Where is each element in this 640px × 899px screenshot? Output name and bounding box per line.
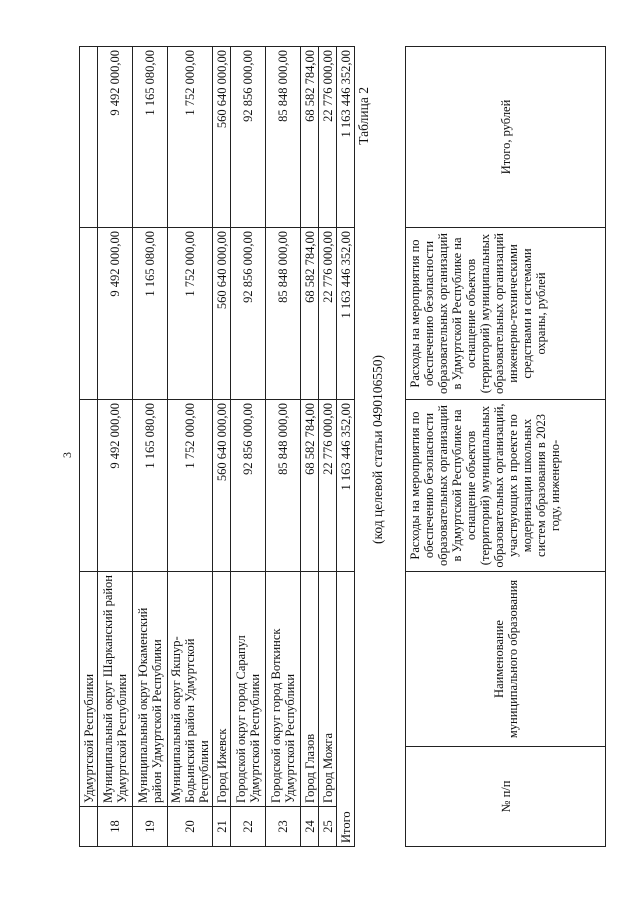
table-row [231,47,266,847]
municipality-name: Городской округ город Сарапул Удмуртской Республики [231,572,266,807]
header-expenses-modernization: Расходы на мероприятия по обеспечению безопасности образовательных организаций в Удмуртской Республике на оснащение объектов (территорий) муниципальных образовательных организаций, участвующих в проекте по модернизации школьных систем образования в 2023 году, инженерно- [406,400,606,572]
table-row [213,47,231,847]
value-cell: 1 165 080,00 [133,47,168,228]
value-cell: 9 492 000,00 [98,47,133,228]
row-number: 23 [266,807,301,847]
municipality-name: Город Ижевск [213,572,231,807]
municipality-name: Город Глазов [301,572,319,807]
value-cell: 22 776 000,00 [319,228,337,400]
value-cell: 560 640 000,00 [213,47,231,228]
value-cell: 1 752 000,00 [168,400,213,572]
table-row [301,47,319,847]
header-total: Итого, рублей [406,47,606,228]
value-cell: 68 582 784,00 [301,47,319,228]
value-cell: 560 640 000,00 [213,228,231,400]
row-number: 24 [301,807,319,847]
value-cell: 1 752 000,00 [168,228,213,400]
value-cell: 92 856 000,00 [231,47,266,228]
municipality-name: Город Можга [319,572,337,807]
header-expenses-security: Расходы на мероприятия по обеспечению безопасности образовательных организаций в Удмуртской Республике на оснащение объектов (территорий) муниципальных образовательных организаций инженерно-техническими средствами и системами охраны, рублей [406,228,606,400]
municipality-name: Муниципальный округ Якшур-Бодьинский район Удмуртской Республики [168,572,213,807]
allocation-table [79,46,355,847]
table-row [319,47,337,847]
value-cell: 22 776 000,00 [319,47,337,228]
total-value: 1 163 446 352,00 [337,228,355,400]
row-number: 20 [168,807,213,847]
value-cell: 1 752 000,00 [168,47,213,228]
municipality-name: Удмуртской Республики [80,572,98,807]
header-row [406,47,606,847]
code-caption: (код целевой статьи 0490106550) [370,355,385,544]
value-cell: 1 165 080,00 [133,400,168,572]
row-number: 19 [133,807,168,847]
value-cell: 92 856 000,00 [231,400,266,572]
header-municipality: Наименование муниципального образования [406,572,606,747]
table-row [98,47,133,847]
municipality-name: Муниципальный округ Шарканский район Удмуртской Республики [98,572,133,807]
municipality-name: Городской округ город Воткинск Удмуртской Республики [266,572,301,807]
row-number: 21 [213,807,231,847]
value-cell: 9 492 000,00 [98,400,133,572]
value-cell: 92 856 000,00 [231,228,266,400]
total-value: 1 163 446 352,00 [337,400,355,572]
total-value: 1 163 446 352,00 [337,47,355,228]
row-number: 25 [319,807,337,847]
table-row [168,47,213,847]
table-row [266,47,301,847]
value-cell: 1 165 080,00 [133,228,168,400]
value-cell: 22 776 000,00 [319,400,337,572]
table-2-number: Таблица 2 [356,87,371,145]
value-cell: 68 582 784,00 [301,400,319,572]
value-cell: 85 848 000,00 [266,47,301,228]
value-cell: 560 640 000,00 [213,400,231,572]
table-row [133,47,168,847]
value-cell: 68 582 784,00 [301,228,319,400]
allocation-table-body [80,47,355,847]
header-number: № п/п [406,747,606,847]
value-cell: 85 848 000,00 [266,228,301,400]
page-number: 3 [60,452,74,458]
row-number: 18 [98,807,133,847]
row-number: 22 [231,807,266,847]
value-cell: 9 492 000,00 [98,228,133,400]
total-row [337,47,355,847]
table-2-header [405,46,606,847]
value-cell: 85 848 000,00 [266,400,301,572]
total-label: Итого [337,572,355,847]
municipality-name: Муниципальный округ Юкаменский район Удмуртской Республики [133,572,168,807]
table-row [80,47,98,847]
row-number [80,807,98,847]
